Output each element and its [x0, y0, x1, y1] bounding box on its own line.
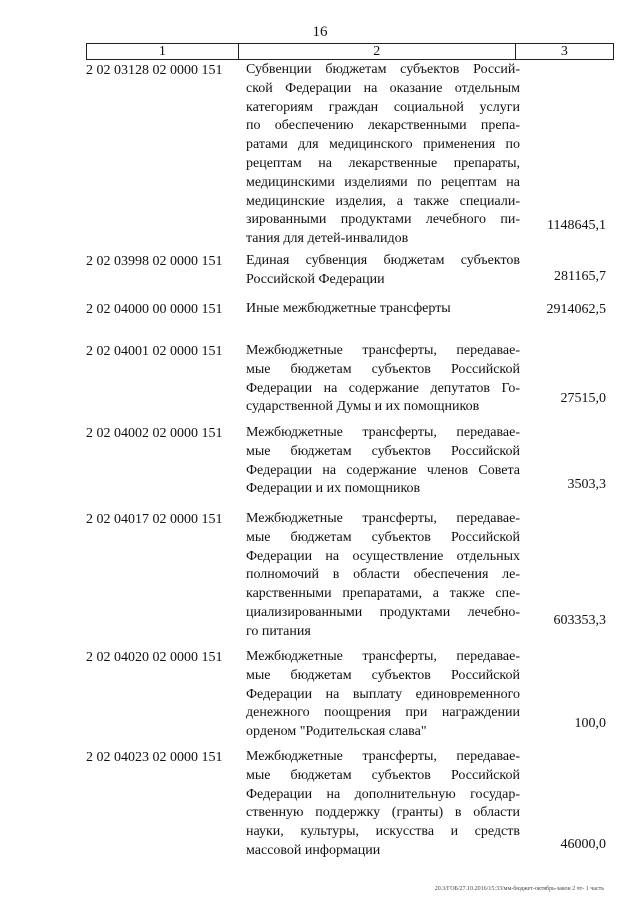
description-line: Федерации и их помощников	[246, 481, 421, 497]
description-line: Федерации на выплату единовременного	[246, 686, 520, 702]
description-line: рецептам на лекарственные препараты,	[246, 155, 520, 171]
budget-description	[246, 61, 520, 249]
budget-code: 2 02 04020 02 0000 151	[86, 650, 223, 665]
description-line: Единая субвенция бюджетам субъектов	[246, 253, 520, 268]
budget-code: 2 02 04017 02 0000 151	[86, 512, 223, 527]
description-line: Федерации на осуществление отдельных	[246, 548, 520, 564]
budget-code: 2 02 04023 02 0000 151	[86, 750, 223, 765]
description-line: мые бюджетам субъектов Российской	[246, 443, 520, 459]
description-line: циализированными продуктами лечебно-	[246, 604, 520, 620]
description-line: Федерации на содержание депутатов Го-	[246, 380, 520, 396]
column-header-2: 2	[238, 44, 515, 60]
budget-description	[246, 300, 520, 319]
page-number: 16	[312, 24, 328, 40]
budget-code: 2 02 04000 00 0000 151	[86, 302, 223, 317]
column-header-1: 1	[87, 44, 239, 60]
description-line: Иные межбюджетные трансферты	[246, 301, 451, 316]
description-line: Межбюджетные трансферты, передавае-	[246, 649, 520, 664]
description-line: сударственной Думы и их помощников	[246, 399, 480, 415]
description-line: орденом "Родительская слава"	[246, 724, 427, 740]
budget-description	[246, 510, 520, 642]
budget-amount: 3503,3	[567, 477, 606, 492]
column-header-3: 3	[515, 44, 613, 60]
description-line: Межбюджетные трансферты, передавае-	[246, 343, 520, 358]
description-line: медицинскими изделиями по рецептам на	[246, 174, 520, 190]
description-line: полномочий в области обеспечения ле-	[246, 567, 520, 583]
column-header-table	[86, 43, 614, 60]
budget-amount: 2914062,5	[546, 302, 606, 317]
budget-code: 2 02 04002 02 0000 151	[86, 426, 223, 441]
budget-description	[246, 252, 520, 290]
description-line: мые бюджетам субъектов Российской	[246, 767, 520, 783]
description-line: науки, культуры, искусства и средств	[246, 824, 520, 840]
budget-code: 2 02 04001 02 0000 151	[86, 344, 223, 359]
description-line: мые бюджетам субъектов Российской	[246, 361, 520, 377]
description-line: Межбюджетные трансферты, передавае-	[246, 749, 520, 764]
description-line: Межбюджетные трансферты, передавае-	[246, 425, 520, 440]
description-line: ской Федерации на оказание отдельным	[246, 80, 520, 96]
description-line: медицинские изделия, а также специали-	[246, 193, 520, 209]
description-line: Российской Федерации	[246, 271, 385, 287]
budget-description	[246, 648, 520, 742]
description-line: го питания	[246, 623, 311, 639]
description-line: категориям граждан социальной услуги	[246, 99, 520, 115]
description-line: тания для детей-инвалидов	[246, 231, 409, 247]
budget-amount: 281165,7	[554, 269, 606, 284]
budget-amount: 27515,0	[560, 391, 606, 406]
description-line: Федерации на содержание членов Совета	[246, 462, 520, 478]
budget-description	[246, 342, 520, 417]
document-footer: 20.3/ГОБ/27.10.2016/15:33/мм-бюджет-октябрь-закон 2 чт- 1 часть	[434, 886, 604, 892]
description-line: мые бюджетам субъектов Российской	[246, 667, 520, 683]
description-line: Межбюджетные трансферты, передавае-	[246, 511, 520, 526]
description-line: денежного поощрения при награждении	[246, 705, 520, 721]
description-line: карственными препаратами, а также спе-	[246, 586, 520, 602]
description-line: Федерации на дополнительную государ-	[246, 786, 520, 802]
budget-description	[246, 748, 520, 861]
budget-amount: 603353,3	[553, 613, 606, 628]
budget-code: 2 02 03998 02 0000 151	[86, 254, 223, 269]
description-line: массовой информации	[246, 842, 381, 858]
description-line: мые бюджетам субъектов Российской	[246, 529, 520, 545]
budget-description	[246, 424, 520, 499]
description-line: зированными продуктами лечебного пи-	[246, 212, 520, 228]
description-line: ратами для медицинского применения по	[246, 137, 520, 153]
budget-amount: 100,0	[574, 716, 606, 731]
description-line: по обеспечению лекарственными препа-	[246, 118, 520, 134]
description-line: ственную поддержку (гранты) в области	[246, 805, 520, 821]
description-line: Субвенции бюджетам субъектов Россий-	[246, 62, 520, 77]
budget-amount: 46000,0	[560, 837, 606, 852]
budget-amount: 1148645,1	[547, 218, 606, 233]
budget-code: 2 02 03128 02 0000 151	[86, 63, 223, 78]
